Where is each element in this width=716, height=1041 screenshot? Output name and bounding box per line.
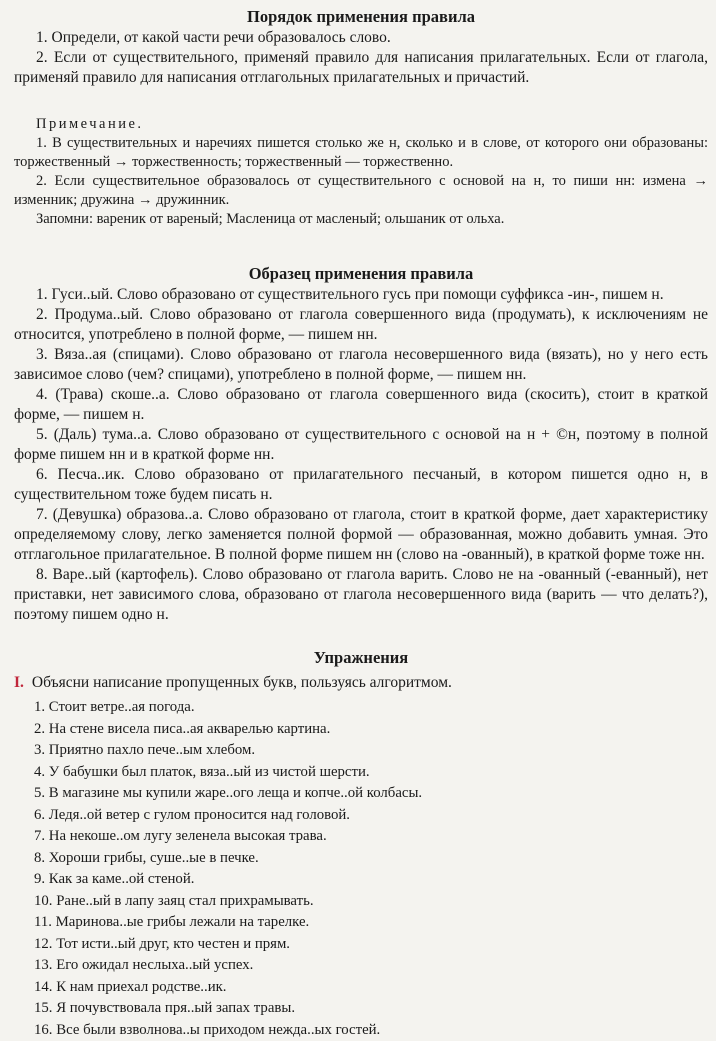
exercise-item: 9. Как за каме..ой стеной. [34,869,708,891]
procedure-step-1: 1. Определи, от какой части речи образовалось слово. [14,28,708,48]
exercise-instruction: Объясни написание пропущенных букв, пользуясь алгоритмом. [32,674,452,691]
sample-example: 5. (Даль) тума..а. Слово образовано от существительного с основой на н + ©н, поэтому в полной форме пишем нн и в краткой форме нн. [14,425,708,465]
section-title-sample: Образец применения правила [14,263,708,285]
exercise-item: 12. Тот исти..ый друг, кто честен и прям. [34,934,708,956]
exercise-item: 3. Приятно пахло пече..ым хлебом. [34,740,708,762]
exercise-item: 14. К нам приехал родстве..ик. [34,977,708,999]
exercise-item: 13. Его ожидал неслыха..ый успех. [34,955,708,977]
sample-example: 4. (Трава) скоше..а. Слово образовано от глагола совершенного вида (скосить), стоит в краткой форме, — пишем н. [14,385,708,425]
exercise-item: 16. Все были взволнова..ы приходом нежда..ых гостей. [34,1020,708,1041]
remember-line: Запомни: вареник от вареный; Масленица от масленый; ольшаник от ольха. [14,210,708,229]
sample-example: 3. Вяза..ая (спицами). Слово образовано от глагола несовершенного вида (вязать), но у него есть зависимое слово (чем? спицами), употреблено в полной форме, — пишем нн. [14,345,708,385]
exercise-item: 7. На некоше..ом лугу зеленела высокая трава. [34,826,708,848]
exercise-item: 6. Ледя..ой ветер с гулом проносится над головой. [34,805,708,827]
exercise-item: 8. Хороши грибы, суше..ые в печке. [34,848,708,870]
exercise-item: 5. В магазине мы купили жаре..ого леща и копче..ой колбасы. [34,783,708,805]
sample-example: 2. Продума..ый. Слово образовано от глагола совершенного вида (продумать), к исключениям не относится, употреблено в полной форме, — пишем нн. [14,305,708,345]
note-2: 2. Если существительное образовалось от существительного с основой на н, то пиши нн: измена → изменник; дружина → дружинник. [14,172,708,210]
exercise-item: 15. Я почувствовала пря..ый запах травы. [34,998,708,1020]
exercise-item: 4. У бабушки был платок, вяза..ый из чистой шерсти. [34,762,708,784]
exercise-item: 2. На стене висела писа..ая акварелью картина. [34,719,708,741]
procedure-step-2: 2. Если от существительного, применяй правило для написания прилагательных. Если от глагола, применяй правило для написания отглагольных прилагательных и причастий. [14,48,708,88]
section-title-exercises: Упражнения [14,647,708,669]
exercise-list [14,697,708,1041]
sample-example: 8. Варе..ый (картофель). Слово образовано от глагола варить. Слово не на -ованный (-еванный), нет приставки, нет зависимого слова, образовано от глагола несовершенного вида (варить — что делать?), поэтому пишем одно н. [14,565,708,625]
section-title-procedure: Порядок применения правила [14,6,708,28]
sample-example: 1. Гуси..ый. Слово образовано от существительного гусь при помощи суффикса -ин-, пишем н. [14,285,708,305]
exercise-item: 11. Маринова..ые грибы лежали на тарелке. [34,912,708,934]
sample-example: 7. (Девушка) образова..а. Слово образовано от глагола, стоит в краткой форме, дает характеристику определяемому слову, легко заменяется полной формой — образованная, можно добавить умная. Это отглагольное прилагательное. В полной форме пишем нн (слово на -ованный), в краткой форме тоже нн. [14,505,708,565]
exercise-item: 1. Стоит ветре..ая погода. [34,697,708,719]
note-heading: Примечание. [14,114,708,134]
exercise-item: 10. Ране..ый в лапу заяц стал прихрамывать. [34,891,708,913]
note-1: 1. В существительных и наречиях пишется столько же н, сколько и в слове, от которого они образованы: торжественный → торжественность; торжественный — торжественно. [14,134,708,172]
exercise-number: I. [14,674,24,691]
exercise-heading [14,673,708,693]
sample-example: 6. Песча..ик. Слово образовано от прилагательного песчаный, в котором пишется одно н, в существительном тоже будем писать н. [14,465,708,505]
